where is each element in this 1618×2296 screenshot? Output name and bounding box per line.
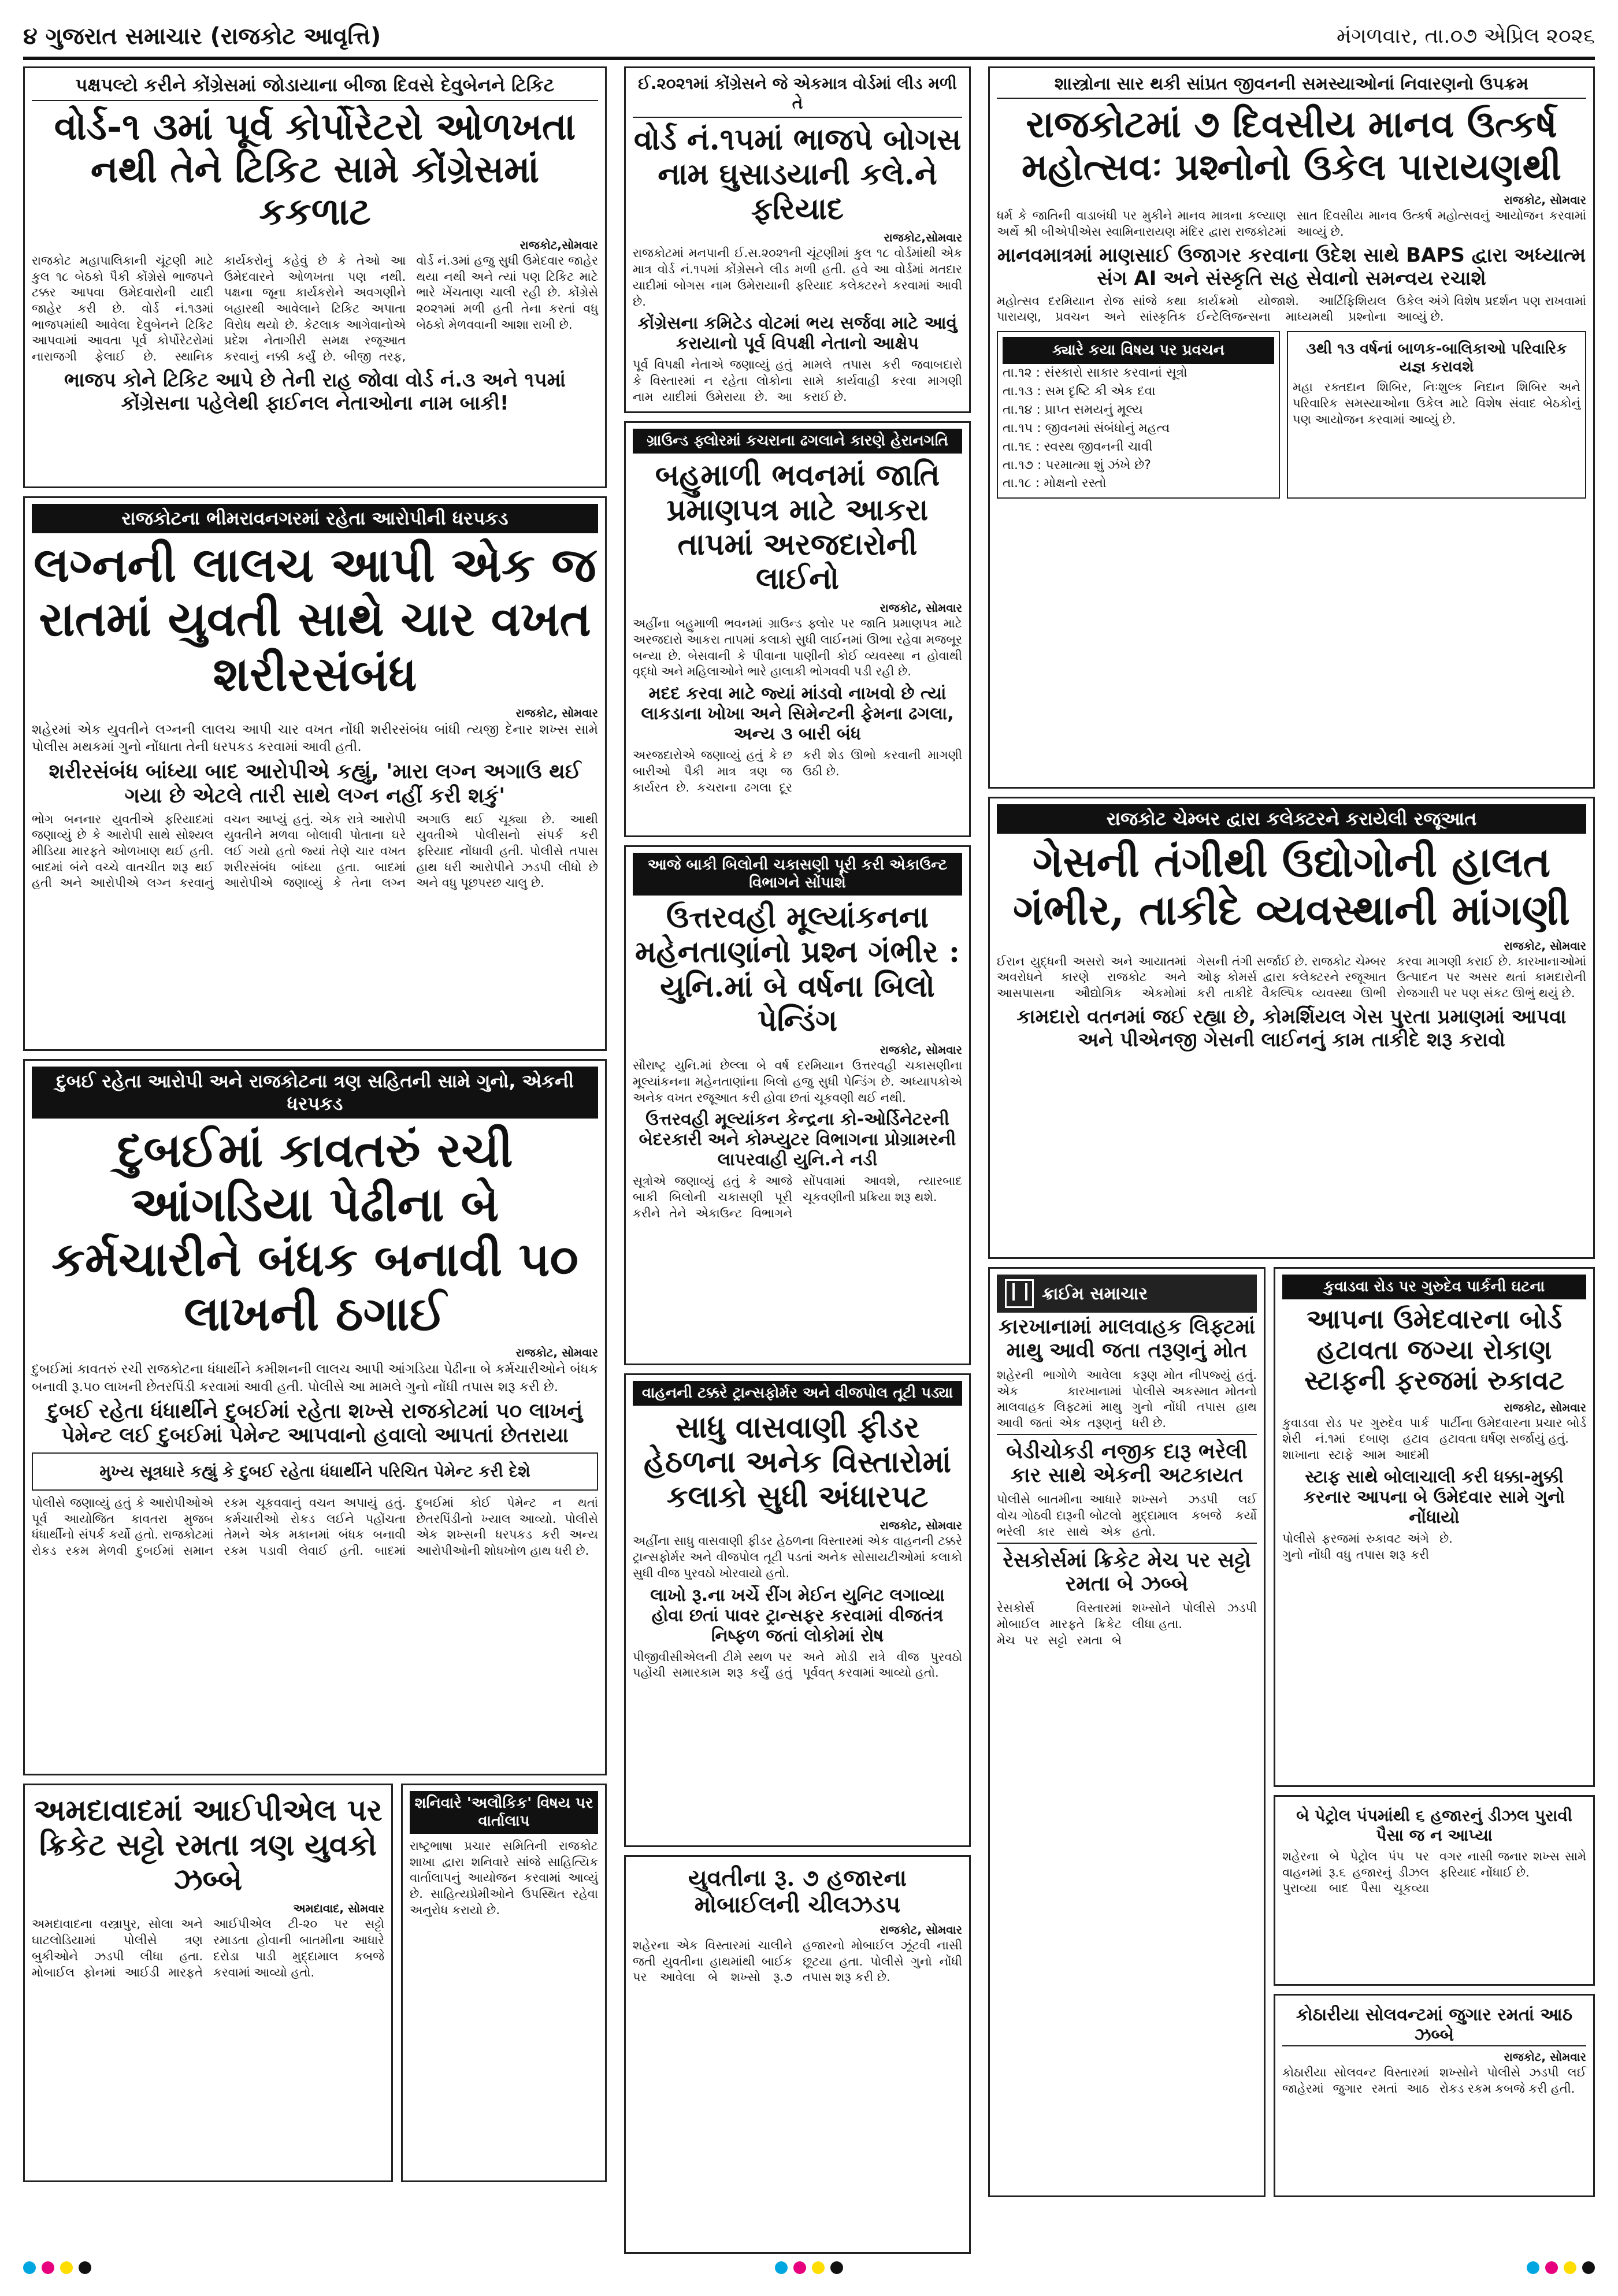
story-ward15-bogus	[624, 66, 971, 413]
story-inset-box	[32, 1452, 598, 1491]
schedule-box	[997, 331, 1280, 499]
dateline: રાજકોટ, સોમવાર	[879, 1518, 962, 1533]
story-body: કોઠારીયા સોલવન્ટ વિસ્તારમાં જાહેરમાં જુગાર રમતાં આઠ શખ્સોને પોલીસે ઝડપી લઈ રોકડ રકમ કબજે કરી હતી.	[1282, 2065, 1586, 2096]
story-kicker: ગ્રાઉન્ડ ફ્લોરમાં કચરાના ઢગલાને કારણે હેરાનગતિ	[633, 429, 962, 454]
story-body: ભોગ બનનાર યુવતીએ ફરિયાદમાં જણાવ્યું છે કે આરોપી સાથે સોશ્યલ મીડિયા મારફતે ઓળખાણ થઈ હતી. બાદમાં બંને વચ્ચે વાતચીત શરૂ થઈ હતી અને આરોપીએ લગ્ન કરવાનું વચન આપ્યું હતું. એક રાત્રે આરોપી યુવતીને મળવા બોલાવી પોતાના ઘરે લઈ ગયો હતો જ્યાં તેણે ચાર વખત શરીરસંબંધ બાંધ્યા હતા. બાદમાં આરોપીએ જણાવ્યું કે તેના લગ્ન અગાઉ થઈ ચૂક્યા છે. આથી યુવતીએ પોલીસનો સંપર્ક કરી ફરિયાદ નોંધાવી હતી. પોલીસે તપાસ હાથ ધરી આરોપીને ઝડપી લીધો છે અને વધુ પૂછપરછ ચાલુ છે.	[32, 812, 598, 890]
story-kicker: રાજકોટના ભીમરાવનગરમાં રહેતા આરોપીની ધરપકડ	[32, 504, 598, 533]
story-caste-certificate	[624, 421, 971, 837]
story-body: અહીંના બહુમાળી ભવનમાં ગ્રાઉન્ડ ફ્લોર પર જાતિ પ્રમાણપત્ર માટે અરજદારો આકરા તાપમાં કલાકો સુધી લાઈનમાં ઊભા રહેવા મજબૂર બન્યા છે. બેસવાની કે પીવાના પાણીની કોઈ વ્યવસ્થા ન હોવાથી વૃદ્ધો અને મહિલાઓને ભારે હાલાકી ભોગવવી પડી રહી છે.	[633, 616, 962, 679]
story-body: રાજકોટમાં મનપાની ઈ.સ.૨૦૨૧ની ચૂંટણીમાં કુલ ૧૮ વોર્ડમાંથી એક માત્ર વોર્ડ નં.૧૫માં કોંગ્રેસને લીડ મળી હતી. હવે આ વોર્ડમાં મતદાર યાદીમાં બોગસ નામ ઉમેરાયાની ફરિયાદ કલેક્ટરને કરવામાં આવી છે.	[633, 246, 962, 309]
masthead	[23, 16, 1595, 60]
story-headline: વોર્ડ નં.૧૫માં ભાજપે બોગસ નામ ઘુસાડયાની કલે.ને ફરિયાદ	[633, 122, 962, 226]
story-ward13	[23, 66, 607, 488]
color-registration-marks-middle	[775, 2261, 843, 2274]
handcuff-icon	[1005, 1279, 1034, 1308]
crime-news-section	[988, 1267, 1266, 2197]
story-body: અહીંના સાધુ વાસવાણી ફીડર હેઠળના વિસ્તારમાં એક વાહનની ટક્કરે ટ્રાન્સફોર્મર અને વીજપોલ તૂટી પડતાં અનેક સોસાયટીઓમાં કલાકો સુધી વીજ પુરવઠો ખોરવાયો હતો.	[633, 1534, 962, 1580]
schedule-list	[1003, 364, 1274, 493]
crime-headline-1: કારખાનામાં માલવાહક લિફ્ટમાં માથુ આવી જતા તરૂણનું મોત	[998, 1314, 1256, 1363]
story-body: રાજકોટ મહાપાલિકાની ચૂંટણી માટે કુલ ૧૮ બેઠકો પૈકી કોંગ્રેસે ભાજપને ટક્કર આપવા ઉમેદવારોની યાદી જાહેર કરી છે. વોર્ડ નં.૧૩માં ભાજપમાંથી આવેલા દેવુબેનને ટિકિટ આપવામાં આવતા પૂર્વ કોર્પોરેટરોમાં નારાજગી ફેલાઈ છે. સ્થાનિક કાર્યકરોનું કહેવું છે કે તેઓ આ ઉમેદવારને ઓળખતા પણ નથી. પક્ષના જૂના કાર્યકરોને અવગણીને બહારથી આવેલાને ટિકિટ અપાતા વિરોધ થયો છે. કેટલાક આગેવાનોએ પ્રદેશ નેતાગીરી સમક્ષ રજૂઆત કરવાનું નક્કી કર્યું છે. બીજી તરફ, વોર્ડ નં.૩માં હજુ સુધી ઉમેદવાર જાહેર થયા નથી અને ત્યાં પણ ટિકિટ માટે ભારે ખેંચતાણ ચાલી રહી છે. કોંગ્રેસે ૨૦૨૧માં મળી હતી તેના કરતાં વધુ બેઠકો મેળવવાની આશા રાખી છે.	[32, 253, 598, 364]
story-headline: દુબઈમાં કાવતરું રચી આંગડિયા પેઢીના બે કર્મચારીને બંધક બનાવી ૫૦ લાખની ઠગાઈ	[51, 1123, 578, 1342]
schedule-row	[997, 331, 1586, 499]
story-kicker: રાજકોટ ચેમ્બર દ્વારા કલેક્ટરને કરાયેલી રજૂઆત	[997, 804, 1586, 834]
story-lead: શહેરમાં એક યુવતીને લગ્નની લાલચ આપી ચાર વખત નોંધી શરીરસંબંધ બાંધી ત્યજી દેનાર શખ્સ સામે પોલીસ મથકમાં ગુનો નોંધાતા તેની ધરપકડ કરવામાં આવી હતી.	[32, 722, 598, 755]
registration-dot	[812, 2261, 825, 2274]
story-body: કુવાડવા રોડ પર ગુરુદેવ પાર્ક શેરી નં.૧માં દબાણ હટાવ શાખાના સ્ટાફે આમ આદમી પાર્ટીના ઉમેદવારના પ્રચાર બોર્ડ હટાવતા ઘર્ષણ સર્જાયું હતું.	[1282, 1416, 1586, 1462]
registration-dot	[1545, 2261, 1558, 2274]
story-aap-boards	[1274, 1267, 1595, 1787]
registration-dot	[23, 2261, 36, 2274]
story-subhead: લાખો રૂ.ના ખર્ચે રીંગ મેઈન યુનિટ લગાવ્યા હોવા છતાં પાવર ટ્રાન્સફર કરવામાં વીજતંત્ર નિષ્ફળ જતાં લોકોમાં રોષ	[650, 1585, 945, 1646]
story-body: શહેરના એક વિસ્તારમાં ચાલીને જતી યુવતીના હાથમાંથી બાઈક પર આવેલા બે શખ્સો રૂ.૭ હજારનો મોબાઈલ ઝૂંટવી નાસી છૂટયા હતા. પોલીસે ગુનો નોંધી તપાસ શરૂ કરી છે.	[633, 1938, 962, 1985]
dateline: રાજકોટ,સોમવાર	[519, 237, 598, 252]
story-baps-festival	[988, 66, 1595, 789]
registration-dot	[775, 2261, 788, 2274]
dateline: રાજકોટ, સોમવાર	[1504, 2050, 1586, 2064]
family-yagna-body: મહા રક્તદાન શિબિર, નિઃશુલ્ક નિદાન શિબિર અને પરિવારિક સમસ્યાઓના ઉકેલ માટે વિશેષ સંવાદ બેઠકોનું પણ આયોજન કરવામાં આવ્યું છે.	[1293, 380, 1580, 426]
story-headline: અમદાવાદમાં આઈપીએલ પર ક્રિકેટ સટ્ટો રમતા ત્રણ યુવકો ઝબ્બે	[34, 1793, 383, 1897]
column-right	[988, 66, 1595, 2205]
story-kicker: શાસ્ત્રોના સાર થકી સાંપ્રત જીવનની સમસ્યાઓનાં નિવારણનો ઉપક્રમ	[997, 74, 1586, 99]
dateline: રાજકોટ, સોમવાર	[879, 1043, 962, 1057]
story-kicker: વાહનની ટક્કરે ટ્રાન્સફોર્મર અને વીજપોલ તૂટી પડ્યા	[633, 1381, 962, 1406]
registration-dot	[1582, 2261, 1595, 2274]
family-yagna-title: ૩થી ૧૩ વર્ષનાં બાળક-બાલિકાઓ પરિવારિક યજ્ઞ કરાવશે	[1306, 340, 1567, 376]
schedule-item: તા.૧૬ : સ્વસ્થ જીવનની ચાવી	[1003, 439, 1153, 454]
story-body-2: અરજદારોએ જણાવ્યું હતું કે છ બારીઓ પૈકી માત્ર ત્રણ જ કાર્યરત છે. કચરાના ઢગલા દૂર કરી શેડ ઊભો કરવાની માગણી ઉઠી છે.	[633, 748, 962, 794]
story-power-outage	[624, 1373, 971, 1847]
story-lead: દુબઈમાં કાવતરું રચી રાજકોટના ધંધાર્થીને કમીશનની લાલચ આપી આંગડિયા પેઢીના બે કર્મચારીઓને બંધક બનાવી રૂ.૫૦ લાખની છેતરપિંડી કરવામાં આવી હતી. પોલીસે આ મામલે ગુનો નોંધી તપાસ શરૂ કરી છે.	[32, 1362, 598, 1395]
bottom-row	[23, 1784, 607, 2190]
schedule-item: તા.૧૨ : સંસ્કારો સાકાર કરવાનાં સૂત્રો	[1003, 366, 1187, 381]
dateline: રાજકોટ, સોમવાર	[879, 601, 962, 615]
column-left	[23, 66, 607, 2190]
registration-dot	[42, 2261, 54, 2274]
crime-body-3: રેસકોર્સ વિસ્તારમાં મોબાઈલ મારફતે ક્રિકેટ મેચ પર સટ્ટો રમતા બે શખ્સોને પોલીસે ઝડપી લીધા હતા.	[997, 1601, 1257, 1647]
story-headline: બે પેટ્રોલ પંપમાંથી ૬ હજારનું ડીઝલ પુરાવી પૈસા જ ન આપ્યા	[1296, 1806, 1572, 1845]
print-registration-strip	[23, 2259, 1595, 2276]
story-headline: બહુમાળી ભવનમાં જાતિ પ્રમાણપત્ર માટે આકરા તાપમાં અરજદારોની લાઈનો	[655, 458, 940, 597]
story-body-2: પીજીવીસીએલની ટીમે સ્થળ પર પહોંચી સમારકામ શરૂ કર્યું હતું અને મોડી રાત્રે વીજ પુરવઠો પૂર્વવત્ કરવામાં આવ્યો હતો.	[633, 1649, 962, 1680]
schedule-item: તા.૧૫ : જીવનમાં સંબંધોનું મહત્વ	[1003, 421, 1170, 436]
crime-label: ક્રાઈમ સમાચાર	[1042, 1283, 1148, 1304]
story-subhead: દુબઈ રહેતા ધંધાર્થીને દુબઈમાં રહેતા શખ્સે રાજકોટમાં ૫૦ લાખનું પેમેન્ટ લઈ દુબઈમાં પેમેન્ટ આપવાનો હવાલો આપતાં છેતરાયા	[47, 1399, 583, 1447]
masthead-date: મંગળવાર, તા.૦૭ એપ્રિલ ૨૦૨૬	[1336, 24, 1595, 48]
story-headline: શનિવારે 'અલૌકિક' વિષય પર વાર્તાલાપ	[410, 1791, 598, 1834]
schedule-item: તા.૧૭ : પરમાત્મા શું ઝંખે છે?	[1003, 458, 1151, 473]
story-body: ધર્મ કે જાતિની વાડાબંધી પર મુકીને માનવ માત્રના કલ્યાણ અર્થે શ્રી બીએપીએસ સ્વામિનારાયણ મંદિર દ્વારા રાજકોટમાં સાત દિવસીય માનવ ઉત્કર્ષ મહોત્સવનું આયોજન કરવામાં આવ્યું છે.	[997, 209, 1586, 239]
crime-headline-2: બેડીચોકડી નજીક દારૂ ભરેલી કાર સાથે એકની અટકાયત	[997, 1434, 1257, 1488]
story-headline: લગ્નની લાલચ આપી એક જ રાતમાં યુવતી સાથે ચાર વખત શરીરસંબંધ	[34, 537, 596, 702]
story-subhead: માનવમાત્રમાં માણસાઈ ઉજાગર કરવાના ઉદેશ સાથે BAPS દ્વારા અધ્યાત્મ સંગ AI અને સંસ્કૃતિ સહ સેવાનો સમન્વય રચાશે	[997, 243, 1586, 290]
story-body: શહેરના બે પેટ્રોલ પંપ પર વાહનમાં રૂ.૬ હજારનું ડીઝલ પુરાવ્યા બાદ પૈસા ચૂકવ્યા વગર નાસી જનાર શખ્સ સામે ફરિયાદ નોંધાઈ છે.	[1282, 1849, 1586, 1896]
right-lower-stack	[1274, 1267, 1595, 2205]
story-headline: ગેસની તંગીથી ઉદ્યોગોની હાલત ગંભીર, તાકીદે વ્યવસ્થાની માંગણી	[1013, 837, 1570, 934]
story-subhead: શરીરસંબંધ બાંધ્યા બાદ આરોપીએ કહ્યું, 'મારા લગ્ન અગાઉ થઈ ગયા છે એટલે તારી સાથે લગ્ન નહીં કરી શકું'	[49, 759, 581, 808]
story-body-2: સૂત્રોએ જણાવ્યું હતું કે આજે બાકી બિલોની ચકાસણી પૂરી કરીને તેને એકાઉન્ટ વિભાગને સોંપવામાં આવશે, ત્યારબાદ ચૂકવણીની પ્રક્રિયા શરૂ થશે.	[633, 1174, 962, 1220]
story-kicker: પક્ષપલ્ટો કરીને કોંગ્રેસમાં જોડાયાના બીજા દિવસે દેવુબેનને ટિકિટ	[32, 74, 598, 101]
story-kicker: ઈ.૨૦૨૧માં કોંગ્રેસને જે એકમાત્ર વોર્ડમાં લીડ મળી તે	[633, 74, 962, 118]
story-subhead: કામદારો વતનમાં જઈ રહ્યા છે, કોમર્શિયલ ગેસ પુરતા પ્રમાણમાં આપવા અને પીએનજી ગેસની લાઈનનું કામ તાકીદે શરૂ કરાવો	[1016, 1005, 1567, 1052]
dateline: અમદાવાદ, સોમવાર	[293, 1901, 384, 1916]
schedule-item: તા.૧૮ : મોક્ષનો રસ્તો	[1003, 476, 1107, 491]
story-diesel-fraud	[1274, 1795, 1595, 1986]
story-body: પોલીસે જણાવ્યું હતું કે આરોપીઓએ પૂર્વ આયોજિત કાવતરા મુજબ ધંધાર્થીનો સંપર્ક કર્યો હતો. રાજકોટમાં રોકડ રકમ મેળવી દુબઈમાં સમાન રકમ ચૂકવવાનું વચન અપાયું હતું. કર્મચારીઓ રોકડ લઈને પહોંચતા તેમને એક મકાનમાં બંધક બનાવી રકમ પડાવી લેવાઈ હતી. બાદમાં દુબઈમાં કોઈ પેમેન્ટ ન થતાં છેતરપિંડીનો ખ્યાલ આવ્યો. પોલીસે એક શખ્સની ધરપકડ કરી અન્ય આરોપીઓની શોધખોળ હાથ ધરી છે.	[32, 1495, 598, 1558]
story-headline: ઉત્તરવહી મૂલ્યાંકનના મહેનતાણાંનો પ્રશ્ન ગંભીર : યુનિ.માં બે વર્ષના બિલો પેન્ડિંગ	[634, 900, 960, 1039]
registration-dot	[1564, 2261, 1576, 2274]
inset-headline: મુખ્ય સૂત્રધારે કહ્યું કે દુબઈ રહેતા ધંધાર્થીને પરિચિત પેમેન્ટ કરી દેશે	[99, 1461, 530, 1481]
column-middle	[624, 66, 971, 2262]
registration-dot	[793, 2261, 806, 2274]
story-gas-shortage	[988, 797, 1595, 1259]
family-yagna-box	[1287, 331, 1586, 499]
crime-header	[997, 1275, 1257, 1313]
dateline: રાજકોટ, સોમવાર	[1504, 938, 1586, 953]
story-mobile-snatching	[624, 1855, 971, 2254]
masthead-left: ૪ ગુજરાત સમાચાર (રાજકોટ આવૃત્તિ)	[23, 23, 381, 50]
story-ipl-betting	[23, 1784, 393, 2182]
color-registration-marks-right	[1527, 2261, 1595, 2274]
dateline: રાજકોટ,સોમવાર	[884, 231, 962, 245]
story-body: રાષ્ટ્રભાષા પ્રચાર સમિતિની રાજકોટ શાખા દ્વારા શનિવારે સાંજે સાહિત્યિક વાર્તાલાપનું આયોજન કરવામાં આવ્યું છે. સાહિત્યપ્રેમીઓને ઉપસ્થિત રહેવા અનુરોધ કરાયો છે.	[410, 1839, 598, 1917]
story-headline: કોઠારીયા સોલવન્ટમાં જુગાર રમતાં આઠ ઝબ્બે	[1282, 2005, 1586, 2046]
crime-headline-3: રેસકોર્સમાં ક્રિકેટ મેચ પર સટ્ટો રમતા બે ઝબ્બે	[997, 1543, 1257, 1596]
registration-dot	[1527, 2261, 1539, 2274]
story-kicker: કુવાડવા રોડ પર ગુરુદેવ પાર્કની ઘટના	[1282, 1275, 1586, 1299]
story-headline: યુવતીના રૂ. ૭ હજારના મોબાઈલની ચીલઝડપ	[688, 1864, 907, 1918]
story-gambling-raid	[1274, 1994, 1595, 2197]
registration-dot	[60, 2261, 73, 2274]
story-subhead: સ્ટાફ સાથે બોલાચાલી કરી ધક્કા-મુક્કી કરનાર આપના બે ઉમેદવાર સામે ગુનો નોંધાયો	[1303, 1466, 1565, 1528]
schedule-item: તા.૧૩ : સમ દૃષ્ટિ કી એક દવા	[1003, 384, 1156, 399]
story-body-2: પૂર્વ વિપક્ષી નેતાએ જણાવ્યું હતું કે વિસ્તારમાં ન રહેતા લોકોના નામ યાદીમાં ઉમેરાયા છે. આ મામલે તપાસ કરી જવાબદારો સામે કાર્યવાહી કરવા માગણી કરાઈ છે.	[633, 358, 962, 404]
dateline: રાજકોટ, સોમવાર	[879, 1923, 962, 1937]
story-tagline: ભાજપ કોને ટિકિટ આપે છે તેની રાહ જોવા વોર્ડ નં.૩ અને ૧૫માં કોંગ્રેસના પહેલેથી ફાઈનલ નેતાઓના નામ બાકી!	[64, 368, 566, 415]
story-body-2: પોલીસે ફરજમાં રુકાવટ અંગે ગુનો નોંધી વધુ તપાસ શરૂ કરી છે.	[1282, 1531, 1453, 1562]
story-subhead: ઉત્તરવહી મૂલ્યાંકન કેન્દ્રના કો-ઓર્ડિનેટરની બેદરકારી અને કોમ્પ્યુટર વિભાગના પ્રોગ્રામરની લાપરવાહી યુનિ.ને નડી	[639, 1109, 956, 1171]
crime-body-1: શહેરની ભાગોળે આવેલા એક કારખાનામાં માલવાહક લિફ્ટમાં માથુ આવી જતાં એક તરૂણનું કરૂણ મોત નીપજ્યું હતું. પોલીસે અકસ્માત મોતનો ગુનો નોંધી તપાસ હાથ ધરી છે.	[997, 1368, 1257, 1430]
story-subhead: કોંગ્રેસના કમિટેડ વોટમાં ભય સર્જવા માટે આવું કરાયાનો પૂર્વ વિપક્ષી નેતાનો આક્ષેપ	[637, 313, 958, 354]
story-body-2: મહોત્સવ દરમિયાન રોજ સાંજે કથા પારાયણ, પ્રવચન અને સાંસ્કૃતિક કાર્યક્રમો યોજાશે. આર્ટિફિશિયલ ઈન્ટેલિજન્સના માધ્યમથી પ્રશ્નોના ઉકેલ અંગે વિશેષ પ્રદર્શન પણ રાખવામાં આવ્યું છે.	[997, 293, 1586, 324]
story-marriage-fraud	[23, 496, 607, 1051]
story-body: અમદાવાદના વસ્ત્રાપુર, સોલા અને ઘાટલોડિયામાં પોલીસે ત્રણ બુકીઓને ઝડપી લીધા હતા. મોબાઈલ ફોનમાં આઈડી મારફતે આઈપીએલ ટી-૨૦ પર સટ્ટો રમાડતા હોવાની બાતમીના આધારે દરોડા પાડી મુદ્દામાલ કબજે કરવામાં આવ્યો હતો.	[32, 1917, 384, 1979]
story-headline: વોર્ડ-૧ ૩માં પૂર્વ કોર્પોરેટરો ઓળખતા નથી તેને ટિકિટ સામે કોંગ્રેસમાં કકળાટ	[54, 105, 576, 234]
story-dubai-fraud	[23, 1059, 607, 1775]
story-subhead: મદદ કરવા માટે જ્યાં માંડવો નાખવો છે ત્યાં લાકડાના ખોખા અને સિમેન્ટની ફેમના ઢગલા, અન્ય ૩ બારી બંધ	[641, 683, 954, 745]
color-registration-marks-left	[23, 2261, 91, 2274]
dateline: રાજકોટ, સોમવાર	[515, 1346, 598, 1360]
story-literary-talk	[401, 1784, 607, 2182]
dateline: રાજકોટ, સોમવાર	[1504, 1400, 1586, 1414]
story-kicker: આજે બાકી બિલોની ચકાસણી પૂરી કરી એકાઉન્ટ વિભાગને સોંપાશે	[633, 853, 962, 896]
story-body: સૌરાષ્ટ્ર યુનિ.માં છેલ્લા બે વર્ષ દરમિયાન ઉત્તરવહી ચકાસણીના મૂલ્યાંકનના મહેનતાણાંના બિલો હજુ સુધી પેન્ડિંગ છે. અધ્યાપકોએ અનેક વખત રજૂઆત કરી હોવા છતાં ચૂકવણી થઈ નથી.	[633, 1058, 962, 1105]
story-headline: સાધુ વાસવાણી ફીડર હેઠળના અનેક વિસ્તારોમાં કલાકો સુધી અંધારપટ	[643, 1410, 952, 1514]
story-university-bills	[624, 845, 971, 1365]
story-headline: આપના ઉમેદવારના બોર્ડ હટાવતા જગ્યા રોકાણ સ્ટાફની ફરજમાં રુકાવટ	[1304, 1303, 1564, 1396]
dateline: રાજકોટ, સોમવાર	[1504, 193, 1586, 207]
story-body: ઈરાન યુદ્ધની અસરો અને આયાતમાં અવરોધને કારણે રાજકોટ અને આસપાસના ઔદ્યોગિક એકમોમાં ગેસની તંગી સર્જાઈ છે. રાજકોટ ચેમ્બર ઓફ કોમર્સ દ્વારા કલેક્ટરને રજૂઆત કરી તાકીદે વૈકલ્પિક વ્યવસ્થા ઊભી કરવા માગણી કરાઈ છે. કારખાનાઓમાં ઉત્પાદન પર અસર થતાં કામદારોની રોજગારી પર પણ સંકટ ઊભું થયું છે.	[997, 954, 1586, 1001]
registration-dot	[830, 2261, 843, 2274]
registration-dot	[79, 2261, 91, 2274]
schedule-title: ક્યારે કયા વિષય પર પ્રવચન	[1003, 337, 1274, 364]
story-kicker: દુબઈ રહેતા આરોપી અને રાજકોટના ત્રણ સહિતની સામે ગુનો, એકની ધરપકડ	[32, 1067, 598, 1119]
story-headline: રાજકોટમાં ૭ દિવસીય માનવ ઉત્કર્ષ મહોત્સવઃ પ્રશ્નોનો ઉકેલ પારાયણથી	[1022, 103, 1561, 189]
schedule-item: તા.૧૪ : પ્રાપ્ત સમયનું મૂલ્ય	[1003, 402, 1143, 417]
dateline: રાજકોટ, સોમવાર	[515, 705, 598, 720]
crime-body-2: પોલીસે બાતમીના આધારે વોચ ગોઠવી દારૂની બોટલો ભરેલી કાર સાથે એક શખ્સને ઝડપી લઈ મુદ્દામાલ કબજે કર્યો હતો.	[997, 1492, 1257, 1539]
right-lower-row	[988, 1267, 1595, 2205]
